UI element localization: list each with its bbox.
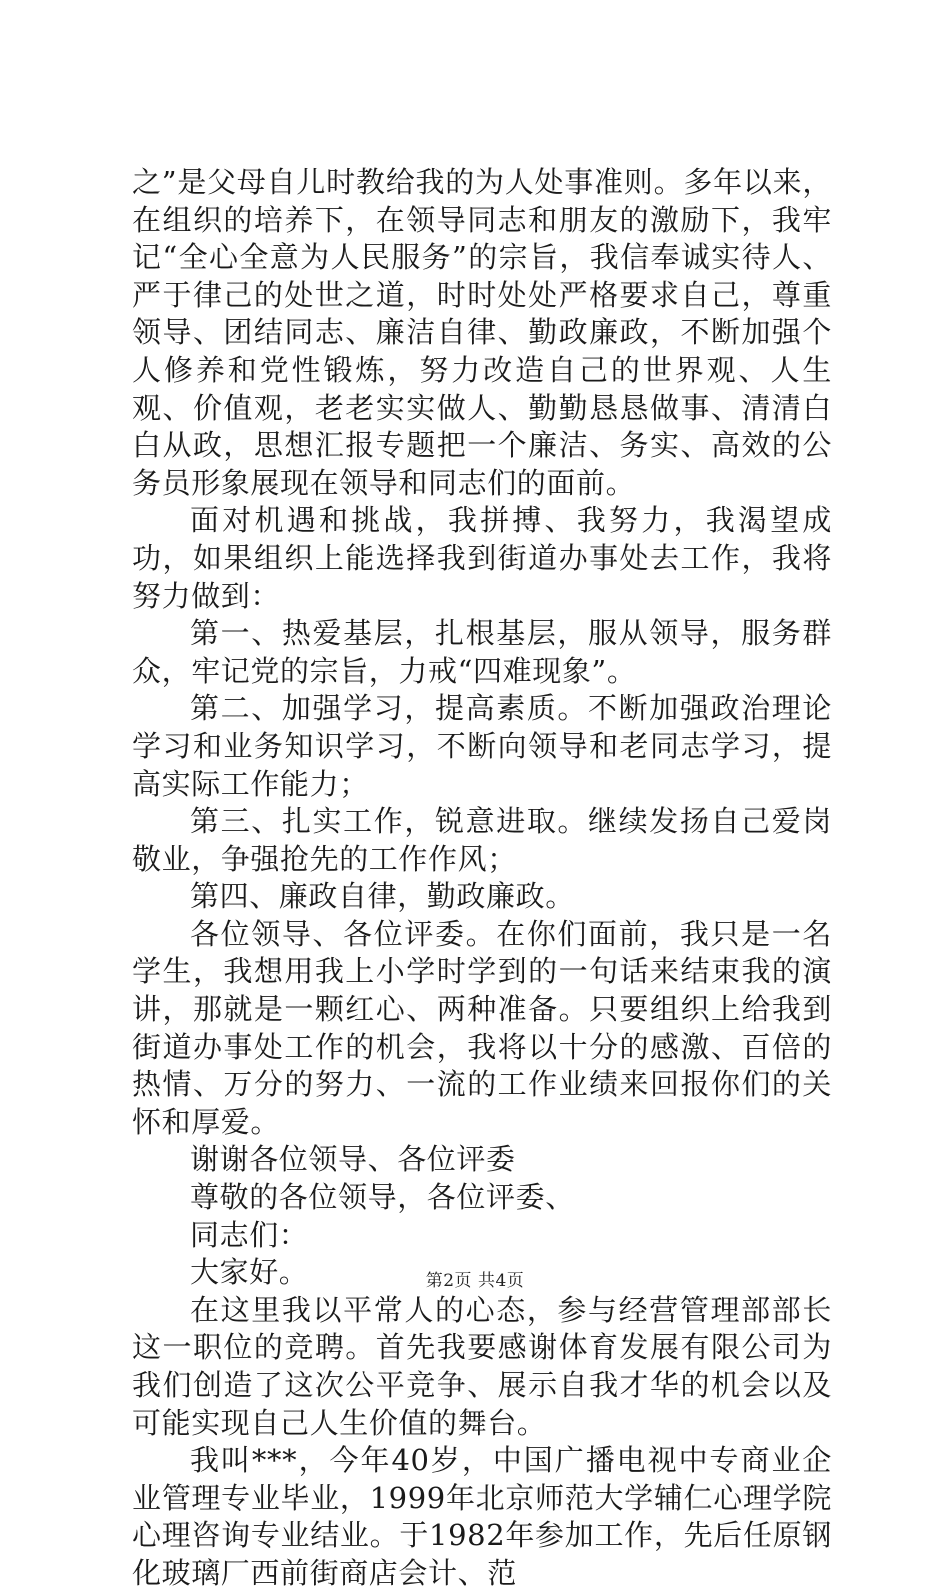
paragraph-5: 第三、扎实工作，锐意进取。继续发扬自己爱岗敬业，争强抢先的工作作风；: [132, 804, 832, 876]
paragraph-12: 在这里我以平常人的心态，参与经营管理部部长这一职位的竞聘。首先我要感谢体育发展有限公司为我们创造了这次公平竞争、展示自我才华的机会以及可能实现自己人生价值的舞台。: [132, 1292, 832, 1440]
paragraph-2: 面对机遇和挑战，我拼搏、我努力，我渴望成功，如果组织上能选择我到街道办事处去工作，我将努力做到：: [132, 503, 832, 613]
paragraph-9: 尊敬的各位领导，各位评委、: [190, 1180, 575, 1215]
paragraph-6: 第四、廉政自律，勤政廉政。: [190, 879, 575, 914]
paragraph-4: 第二、加强学习，提高素质。不断加强政治理论学习和业务知识学习，不断向领导和老同志学习，提高实际工作能力；: [132, 691, 832, 801]
paragraph-3: 第一、热爱基层，扎根基层，服从领导，服务群众，牢记党的宗旨，力戒“四难现象”。: [132, 616, 832, 688]
document-body: [132, 164, 832, 1593]
paragraph-13: 我叫***，今年40岁，中国广播电视中专商业企业管理专业毕业，1999年北京师范大学辅仁心理学院心理咨询专业结业。于1982年参加工作，先后任原钢化玻璃厂西前街商店会计、范: [132, 1443, 832, 1590]
paragraph-7: 各位领导、各位评委。在你们面前，我只是一名学生，我想用我上小学时学到的一句话来结束我的演讲，那就是一颗红心、两种准备。只要组织上给我到街道办事处工作的机会，我将以十分的感激、百倍的热情、万分的努力、一流的工作业绩来回报你们的关怀和厚爱。: [132, 916, 832, 1139]
paragraph-8: 谢谢各位领导、各位评委: [190, 1142, 516, 1177]
paragraph-1: 之”是父母自儿时教给我的为人处事准则。多年以来，在组织的培养下，在领导同志和朋友的激励下，我牢记“全心全意为人民服务”的宗旨，我信奉诚实待人、严于律己的处世之道，时时处处严格要求自己，尊重领导、团结同志、廉洁自律、勤政廉政，不断加强个人修养和党性锻炼，努力改造自己的世界观、人生观、价值观，老老实实做人、勤勤恳恳做事、清清白白从政，思想汇报专题把一个廉洁、务实、高效的公务员形象展现在领导和同志们的面前。: [132, 165, 832, 500]
paragraph-11: 大家好。: [190, 1255, 309, 1290]
page-footer: 第2页 共4页: [425, 1271, 525, 1291]
paragraph-10: 同志们：: [190, 1217, 309, 1252]
